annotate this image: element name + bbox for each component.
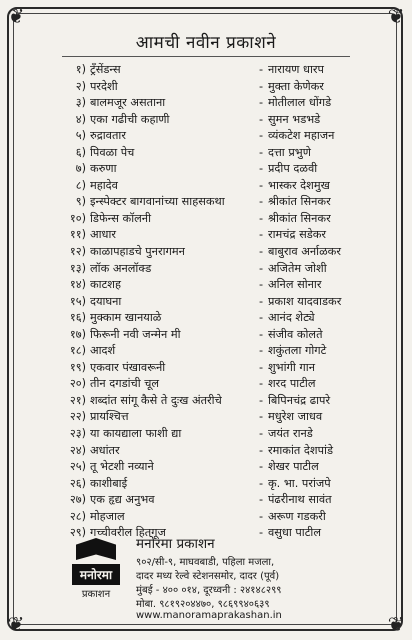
book-row (52, 492, 382, 509)
book-number: १३) (69, 261, 86, 275)
book-author: व्यंकटेश महाजन (268, 129, 335, 143)
separator-dash: - (259, 410, 264, 424)
book-row (52, 509, 382, 526)
book-author: मधुरेश जाधव (268, 410, 323, 424)
book-number: १८) (69, 344, 86, 358)
separator-dash: - (259, 460, 264, 474)
book-title: महादेव (90, 178, 118, 192)
title-divider (62, 56, 350, 57)
book-number: १६) (69, 311, 86, 325)
separator-dash: - (259, 211, 264, 225)
book-author: रामचंद्र सडेकर (268, 228, 327, 242)
book-author: अनिल सोनार (268, 278, 322, 292)
corner-ornament-icon: ❦ (7, 612, 25, 636)
separator-dash: - (259, 443, 264, 457)
book-row (52, 161, 382, 178)
book-title: एक हृद्य अनुभव (90, 493, 155, 507)
separator-dash: - (259, 228, 264, 242)
separator-dash: - (259, 311, 264, 325)
book-author: नारायण धारप (268, 63, 324, 76)
separator-dash: - (259, 526, 264, 540)
book-author: संजीव कोलते (268, 327, 323, 341)
book-author: वसुधा पाटील (268, 526, 322, 540)
separator-dash: - (259, 476, 264, 490)
book-author: शुभांगी गान (268, 360, 315, 374)
book-number: २९) (69, 526, 86, 540)
book-title: अधांतर (90, 443, 120, 457)
book-number: ३) (75, 96, 86, 110)
publisher-website: www.manoramaprakashan.in (136, 610, 282, 621)
separator-dash: - (259, 162, 264, 176)
book-row (52, 145, 382, 162)
publisher-logo (72, 538, 120, 606)
book-title: काटशह (90, 278, 121, 292)
publisher-phone: मुंबई - ४०० ०१४, दूरध्वनी : २४१४८२९९ (136, 585, 282, 596)
book-row (52, 409, 382, 426)
book-title: गच्चीवरील हितगूज (90, 526, 166, 540)
book-number: २३) (69, 427, 86, 441)
book-title: एका गढीची कहाणी (90, 112, 170, 126)
book-title: परदेशी (90, 79, 118, 93)
separator-dash: - (259, 261, 264, 275)
book-number: १५) (69, 294, 86, 308)
book-number: ५) (75, 129, 86, 143)
logo-text: मनोरमा (72, 564, 120, 585)
book-title: एकवार पंखावरूनी (90, 360, 166, 374)
book-row (52, 194, 382, 211)
book-row (52, 244, 382, 261)
book-title: तू भेटशी नव्याने (90, 460, 154, 474)
corner-ornament-icon: ❦ (387, 4, 405, 28)
separator-dash: - (259, 96, 264, 110)
book-row (52, 79, 382, 96)
book-author: कृ. भा. परांजपे (268, 476, 331, 490)
book-number: ११) (69, 228, 86, 242)
separator-dash: - (259, 344, 264, 358)
separator-dash: - (259, 509, 264, 523)
book-number: २०) (69, 377, 86, 391)
book-title: डिफेन्स कॉलनी (90, 211, 152, 225)
book-row (52, 376, 382, 393)
book-title: या कायद्याला फाशी द्या (90, 427, 182, 441)
separator-dash: - (259, 145, 264, 159)
book-title: बालमजूर असताना (90, 96, 166, 110)
book-author: मुक्ता केणेकर (268, 79, 324, 93)
separator-dash: - (259, 79, 264, 93)
separator-dash: - (259, 327, 264, 341)
book-author: पंढरीनाथ सावंत (268, 493, 332, 507)
separator-dash: - (259, 294, 264, 308)
book-row (52, 62, 382, 79)
book-row (52, 211, 382, 228)
book-number: १९) (69, 360, 86, 374)
book-author: शेखर पाटील (268, 460, 319, 474)
book-number: २४) (69, 443, 86, 457)
corner-ornament-icon: ❦ (7, 4, 25, 28)
book-row (52, 128, 382, 145)
publisher-mobile: मोबा. ९८१९२०४४७०, ९८६९९४०६३९ (136, 599, 270, 610)
book-title: काळापहाडचे पुनरागमन (90, 245, 185, 259)
book-author: अरूण गडकरी (268, 509, 326, 523)
book-author: शकुंतला गोगटे (268, 344, 327, 358)
book-row (52, 277, 382, 294)
book-author: आनंद शेट्ये (268, 311, 315, 325)
book-author: श्रीकांत सिनकर (268, 211, 331, 225)
book-title: पिवळा पेच (90, 145, 135, 159)
book-number: २६) (69, 476, 86, 490)
book-number: १२) (69, 245, 86, 259)
book-row (52, 310, 382, 327)
book-number: २) (75, 79, 86, 93)
book-row (52, 178, 382, 195)
separator-dash: - (259, 63, 264, 76)
book-row (52, 426, 382, 443)
book-author: बिपिनचंद्र ढापरे (268, 393, 331, 407)
book-author: बाबुराव अर्नाळकर (268, 245, 341, 259)
book-row (52, 476, 382, 493)
book-author: अजितेम जोशी (268, 261, 327, 275)
book-number: २८) (69, 509, 86, 523)
separator-dash: - (259, 178, 264, 192)
separator-dash: - (259, 427, 264, 441)
separator-dash: - (259, 129, 264, 143)
book-row (52, 360, 382, 377)
book-number: ६) (75, 145, 86, 159)
book-number: ९) (75, 195, 86, 209)
book-title: प्रायश्चित्त (90, 410, 129, 424)
book-author: दत्ता प्रभुणे (268, 145, 311, 159)
book-title: काशीबाई (90, 476, 128, 490)
book-title: तीन दगडांची चूल (90, 377, 160, 391)
book-number: ४) (75, 112, 86, 126)
separator-dash: - (259, 278, 264, 292)
book-number: ७) (75, 162, 86, 176)
book-row (52, 294, 382, 311)
book-title: फिरूनी नवी जन्मेन मी (90, 327, 181, 341)
separator-dash: - (259, 360, 264, 374)
book-row (52, 327, 382, 344)
book-number: २२) (69, 410, 86, 424)
book-author: श्रीकांत सिनकर (268, 195, 331, 209)
book-number: १) (75, 63, 86, 76)
book-title: शब्दांत सांगू कैसे ते दुःख अंतरीचे (90, 393, 222, 407)
book-row (52, 261, 382, 278)
book-row (52, 227, 382, 244)
page-title: आमची नवीन प्रकाशने (135, 33, 277, 53)
book-author: प्रकाश यादवाडकर (268, 294, 342, 308)
book-number: ८) (75, 178, 86, 192)
book-title: लॉक अनलॉक्ड (90, 261, 152, 275)
book-author: जयंत रानडे (268, 427, 313, 441)
book-author: प्रदीप दळवी (268, 162, 318, 176)
logo-subtext: प्रकाशन (81, 589, 111, 600)
publisher-name: मनोरमा प्रकाशन (136, 536, 215, 552)
open-book-icon (76, 538, 116, 560)
separator-dash: - (259, 112, 264, 126)
book-row (52, 459, 382, 476)
book-title: आधार (90, 228, 117, 242)
book-number: २७) (69, 493, 86, 507)
book-title: रुद्रावतार (90, 129, 126, 143)
book-number: १७) (69, 327, 86, 341)
book-number: १४) (69, 278, 86, 292)
publisher-address-line-2: दादर मध्य रेल्वे स्टेशनसमोर, दादर (पूर्व) (136, 571, 280, 582)
book-row (52, 393, 382, 410)
book-list (52, 62, 382, 542)
book-number: १०) (69, 211, 86, 225)
book-number: २५) (69, 460, 86, 474)
book-author: भास्कर देशमुख (268, 178, 330, 192)
book-title: ट्रँसेंडन्स (90, 63, 121, 76)
book-author: रमाकांत देशपांडे (268, 443, 334, 457)
book-row (52, 343, 382, 360)
publisher-address-line-1: ९०२/सी-९, माघवबाडी, पहिला मजला, (136, 557, 275, 568)
book-row (52, 443, 382, 460)
book-title: आदर्श (90, 344, 116, 358)
separator-dash: - (259, 377, 264, 391)
separator-dash: - (259, 245, 264, 259)
book-title: मोहजाल (90, 509, 125, 523)
separator-dash: - (259, 393, 264, 407)
book-row (52, 112, 382, 129)
book-author: मोतीलाल धोंगडे (268, 96, 332, 110)
book-number: २१) (69, 393, 86, 407)
separator-dash: - (259, 195, 264, 209)
book-author: सुमन भडभडे (268, 112, 321, 126)
book-row (52, 95, 382, 112)
book-title: मुक्काम खानयाळे (90, 311, 162, 325)
book-author: शरद पाटील (268, 377, 316, 391)
book-title: करुणा (90, 162, 117, 176)
separator-dash: - (259, 493, 264, 507)
publisher-block (64, 530, 364, 622)
book-title: दयाघना (90, 294, 122, 308)
corner-ornament-icon: ❦ (387, 612, 405, 636)
book-title: इन्स्पेक्टर बागवानांच्या साहसकथा (90, 195, 225, 209)
